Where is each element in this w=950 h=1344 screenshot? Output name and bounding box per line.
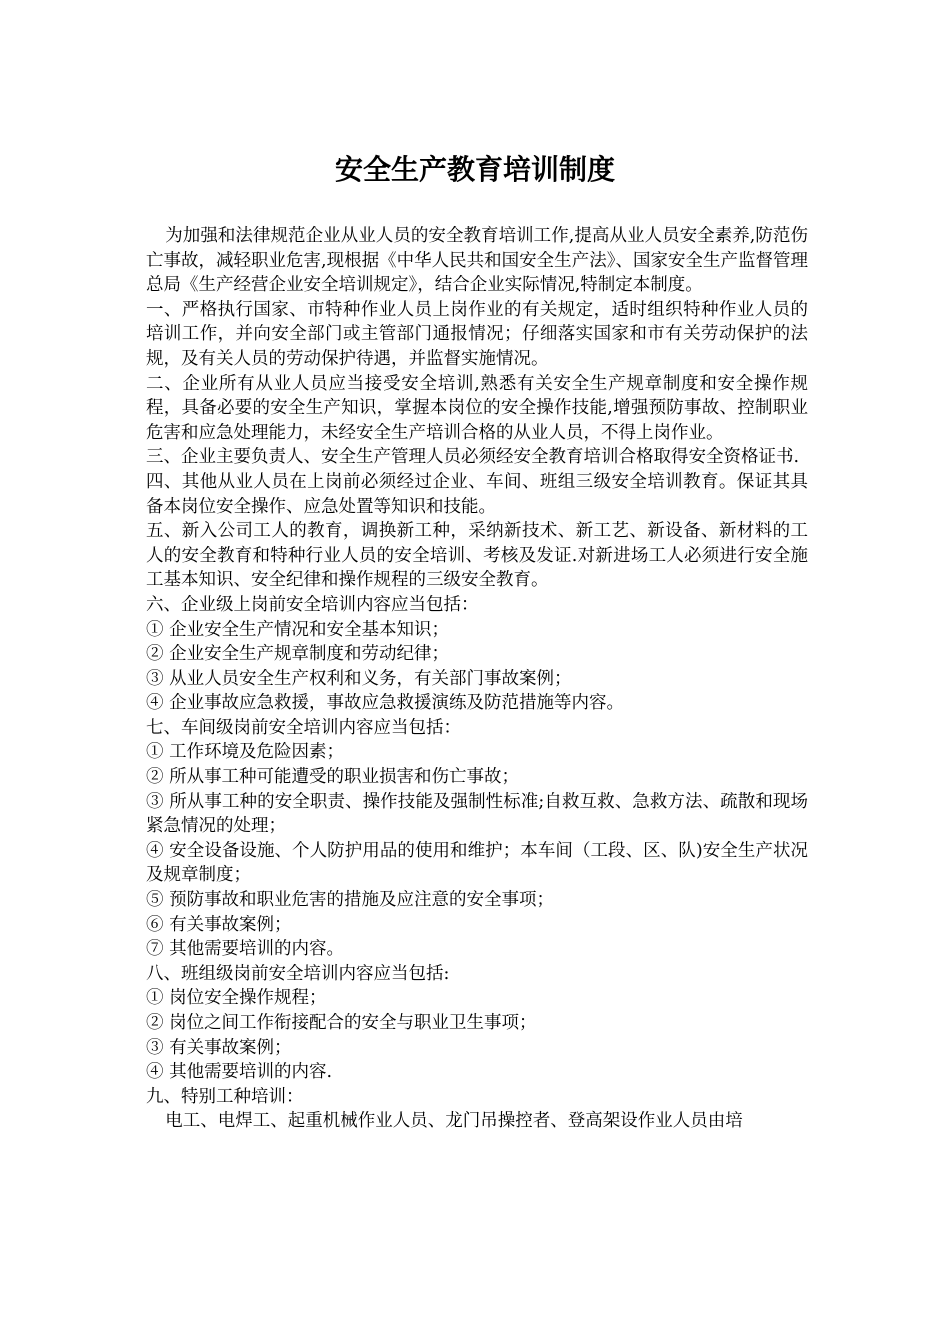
clause-6-heading: 六、企业级上岗前安全培训内容应当包括：	[146, 594, 479, 615]
clause-8-item: ④ 其他需要培训的内容.	[146, 1062, 333, 1083]
clause-7-item: ③ 所从事工种的安全职责、操作技能及强制性标准;自救互救、急救方法、疏散和现场紧急情况的处理；	[146, 791, 808, 837]
clause-7-item: ④ 安全设备设施、个人防护用品的使用和维护；本车间（工段、区、队)安全生产状况及规章制度；	[146, 840, 808, 886]
document-body	[146, 224, 808, 1134]
document-title: 安全生产教育培训制度	[334, 153, 615, 186]
clause-8-item: ① 岗位安全操作规程；	[146, 988, 327, 1009]
clause-2: 二、企业所有从业人员应当接受安全培训,熟悉有关安全生产规章制度和安全操作规程，具备必要的安全生产知识，掌握本岗位的安全操作技能,增强预防事故、控制职业危害和应急处理能力，未经安全生产培训合格的从业人员，不得上岗作业。	[146, 373, 808, 443]
clause-7-item: ⑥ 有关事故案例；	[146, 914, 292, 935]
clause-1: 一、严格执行国家、市特种作业人员上岗作业的有关规定，适时组织特种作业人员的培训工作，并向安全部门或主管部门通报情况；仔细落实国家和市有关劳动保护的法规，及有关人员的劳动保护待遇，并监督实施情况。	[146, 299, 808, 369]
clause-4: 四、其他从业人员在上岗前必须经过企业、车间、班组三级安全培训教育。保证其具备本岗位安全操作、应急处置等知识和技能。	[146, 471, 808, 517]
clause-5: 五、新入公司工人的教育，调换新工种，采纳新技术、新工艺、新设备、新材料的工人的安全教育和特种行业人员的安全培训、考核及发证.对新进场工人必须进行安全施工基本知识、安全纪律和操作规程的三级安全教育。	[146, 521, 808, 591]
clause-7-item: ① 工作环境及危险因素；	[146, 742, 345, 763]
clause-7-item: ⑤ 预防事故和职业危害的措施及应注意的安全事项；	[146, 890, 555, 911]
clause-9-paragraph: 电工、电焊工、起重机械作业人员、龙门吊操控者、登高架设作业人员由培	[165, 1111, 743, 1132]
clause-7-item: ⑦ 其他需要培训的内容。	[146, 939, 345, 960]
clause-7-item: ② 所从事工种可能遭受的职业损害和伤亡事故；	[146, 767, 520, 788]
clause-7-heading: 七、车间级岗前安全培训内容应当包括：	[146, 717, 461, 738]
clause-6-item: ③ 从业人员安全生产权利和义务，有关部门事故案例；	[146, 668, 572, 689]
clause-8-heading: 八、班组级岗前安全培训内容应当包括:	[146, 963, 450, 984]
clause-6-item: ④ 企业事故应急救援，事故应急救援演练及防范措施等内容。	[146, 693, 625, 714]
clause-3: 三、企业主要负责人、安全生产管理人员必须经安全教育培训合格取得安全资格证书.	[146, 447, 800, 468]
clause-8-item: ③ 有关事故案例；	[146, 1037, 292, 1058]
clause-6-item: ① 企业安全生产情况和安全基本知识；	[146, 619, 450, 640]
clause-6-item: ② 企业安全生产规章制度和劳动纪律；	[146, 644, 450, 665]
intro-paragraph: 为加强和法律规范企业从业人员的安全教育培训工作,提高从业人员安全素养,防范伤亡事故，减轻职业危害,现根据《中华人民共和国安全生产法》、国家安全生产监督管理总局《生产经营企业安全培训规定》，结合企业实际情况,特制定本制度。	[146, 226, 808, 296]
clause-9-heading: 九、特别工种培训：	[146, 1086, 304, 1107]
clause-8-item: ② 岗位之间工作衔接配合的安全与职业卫生事项；	[146, 1013, 537, 1033]
